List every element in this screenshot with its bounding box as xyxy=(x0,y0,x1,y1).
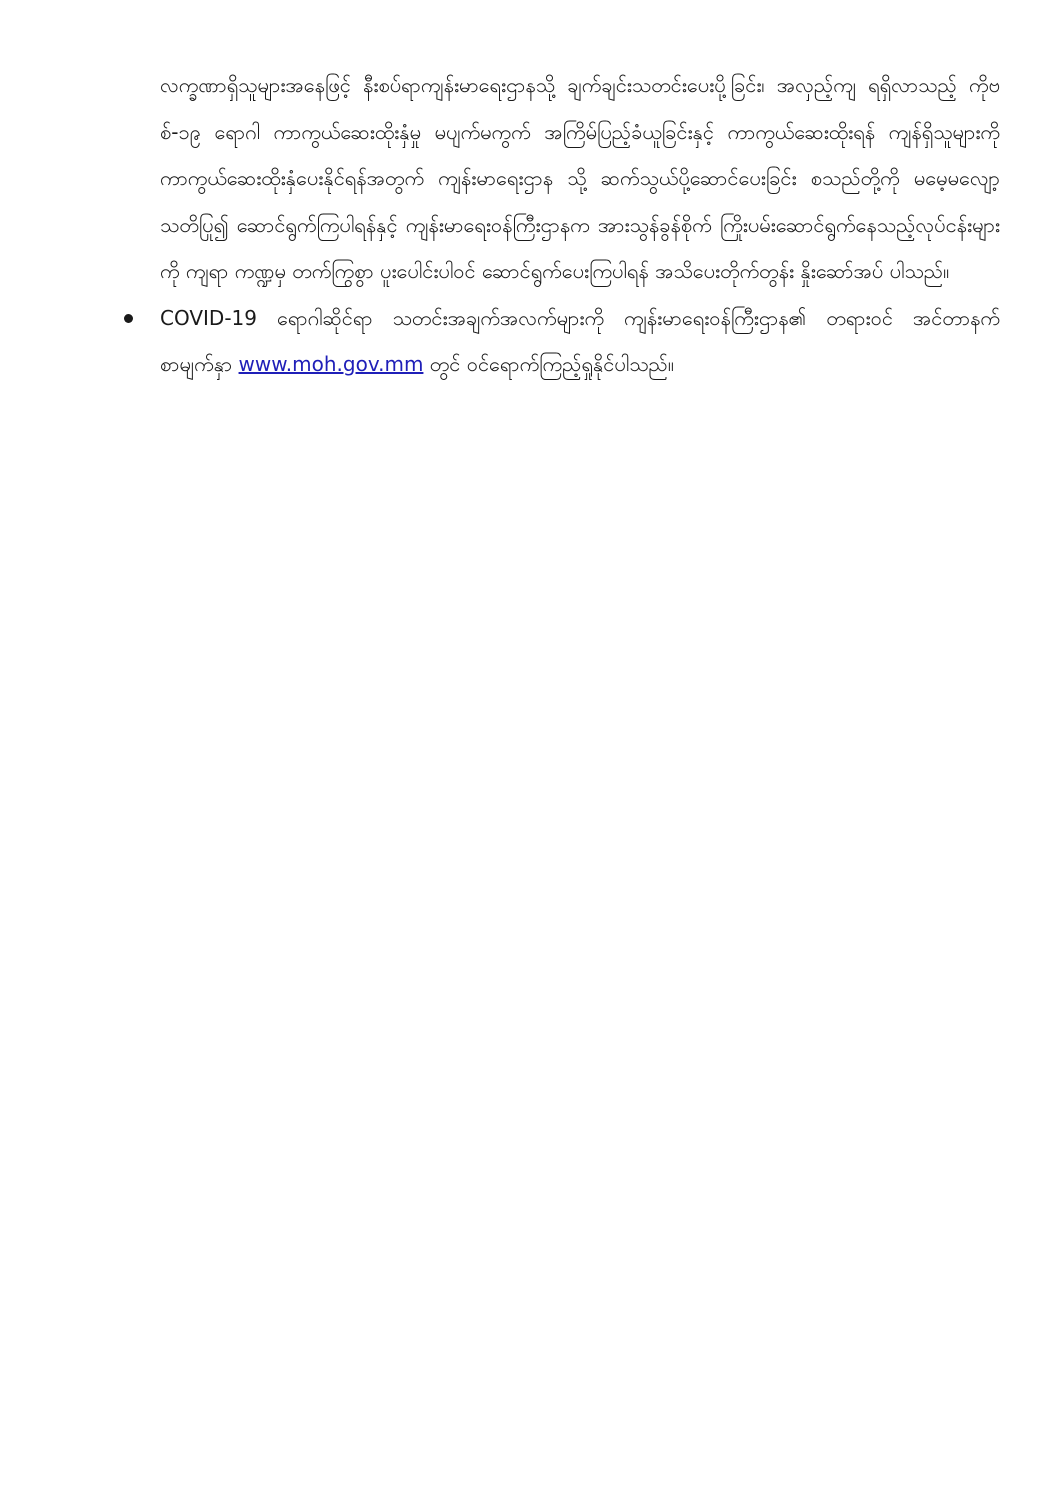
bullet-text-after: တွင် ဝင်ရောက်ကြည့်ရှုနိုင်ပါသည်။ xyxy=(423,352,674,376)
bullet-item xyxy=(160,295,1000,388)
bullet-text xyxy=(160,295,1000,388)
moh-website-link[interactable]: www.moh.gov.mm xyxy=(238,352,424,376)
paragraph: လက္ခဏာရှိသူများအနေဖြင့် နီးစပ်ရာကျန်းမာရေးဌာနသို့ ချက်ချင်းသတင်းပေးပို့ခြင်း၊ အလှည့်ကျ ရရှိလာသည့် ကိုဗစ်-၁၉ ရောဂါ ကာကွယ်ဆေးထိုးနှံမှု မပျက်မကွက် အကြိမ်ပြည့်ခံယူခြင်းနှင့် ကာကွယ်ဆေးထိုးရန် ကျန်ရှိသူများကို ကာကွယ်ဆေးထိုးနှံပေးနိုင်ရန်အတွက် ကျန်းမာရေးဌာန သို့ ဆက်သွယ်ပို့ဆောင်ပေးခြင်း စသည်တို့ကို မမေ့မလျော့ သတိပြု၍ ဆောင်ရွက်ကြပါရန်နှင့် ကျန်းမာရေးဝန်ကြီးဌာနက အားသွန်ခွန်စိုက် ကြိုးပမ်းဆောင်ရွက်နေသည့်လုပ်ငန်းများကို ကျရာ ကဏ္ဍမှ တက်ကြွစွာ ပူးပေါင်းပါဝင် ဆောင်ရွက်ပေးကြပါရန် အသိပေးတိုက်တွန်း နှိုးဆော်အပ် ပါသည်။ xyxy=(160,73,1000,283)
bullet-text-before: COVID-19 ရောဂါဆိုင်ရာ သတင်းအချက်အလက်များကို ကျန်းမာရေးဝန်ကြီးဌာန၏ တရားဝင် အင်တာနက်စာမျက်နှာ xyxy=(160,305,1000,376)
document-body xyxy=(160,62,1000,388)
bullet-dot-icon xyxy=(124,314,133,323)
